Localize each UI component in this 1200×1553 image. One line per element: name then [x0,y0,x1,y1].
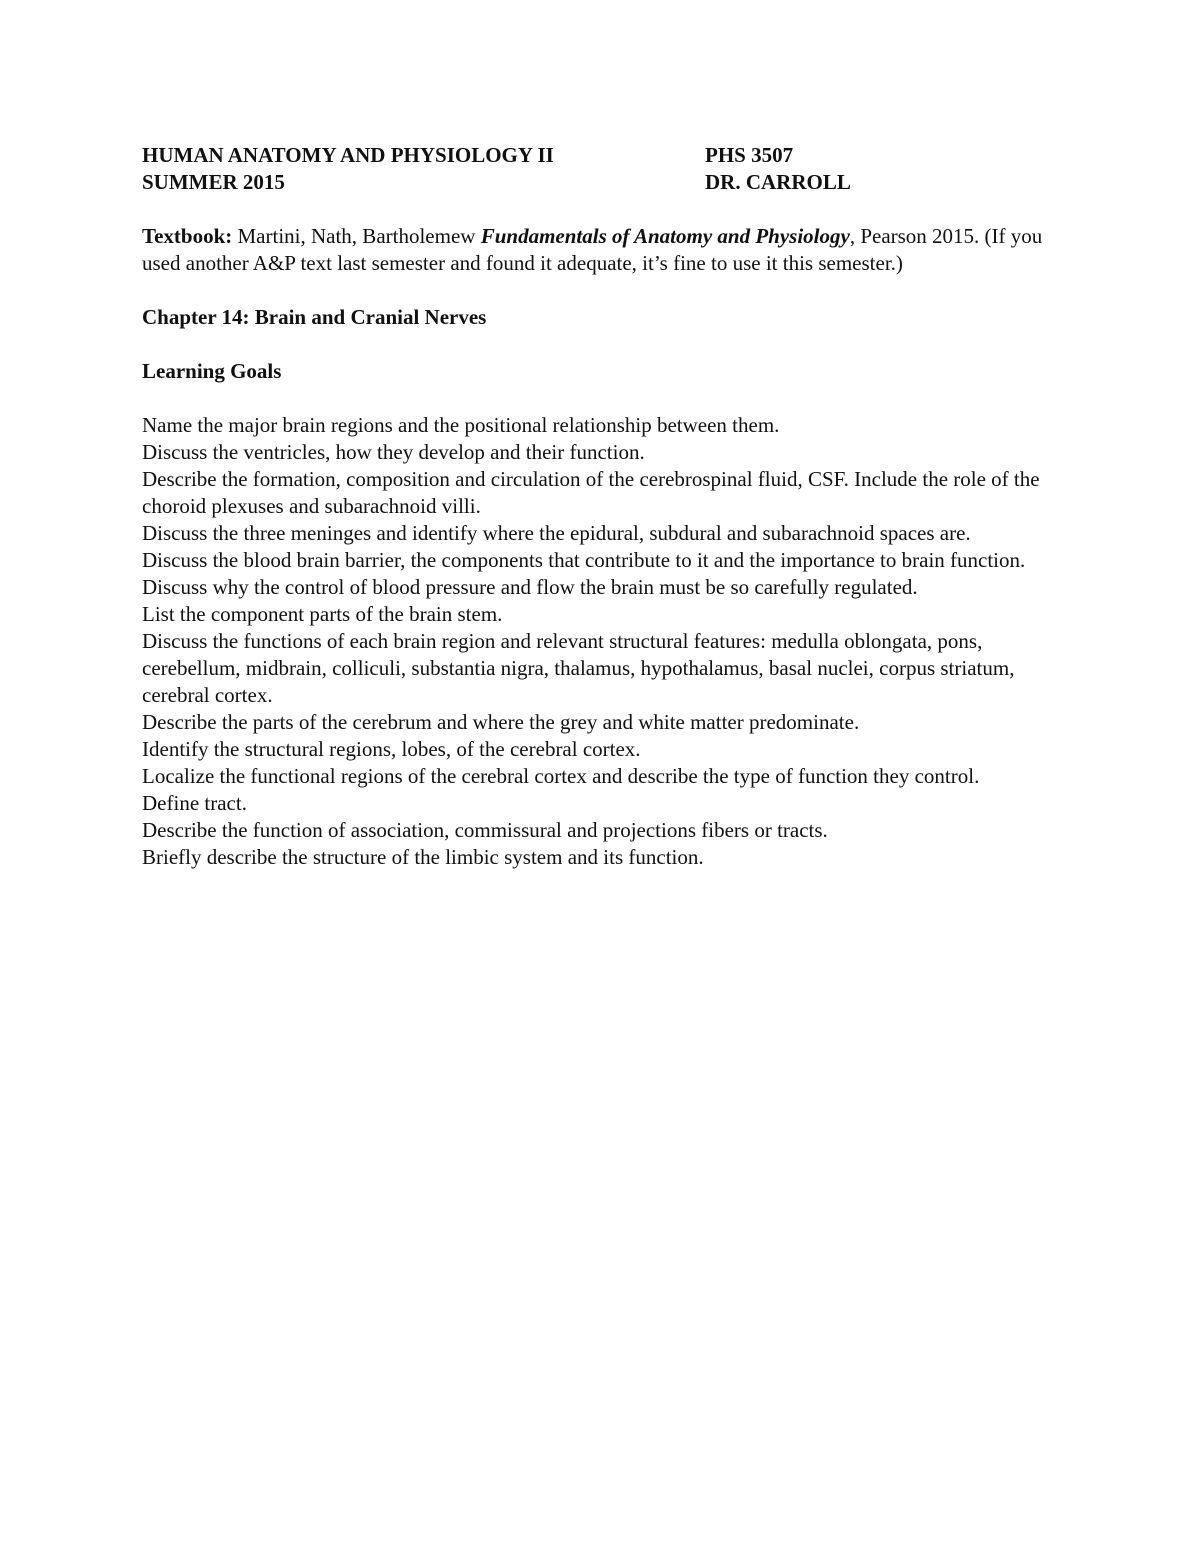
course-code: PHS 3507 [705,143,794,167]
header-row-2 [142,169,1062,196]
list-item: List the component parts of the brain stem. [142,602,503,626]
list-item: Briefly describe the structure of the limbic system and its function. [142,845,704,869]
spacer [142,385,1062,412]
textbook-title: Fundamentals of Anatomy and Physiology [480,224,850,248]
textbook-authors: Martini, Nath, Bartholemew [232,224,481,248]
term: SUMMER 2015 [142,170,285,194]
list-item: Discuss the ventricles, how they develop and their function. [142,440,645,464]
spacer [142,331,1062,358]
document-page [142,142,1062,871]
list-item: Discuss the functions of each brain region and relevant structural features: medulla oblongata, pons, cerebellum, midbrain, colliculi, substantia nigra, thalamus, hypothalamus, basal nuclei, corpus striatum, cerebral cortex. [142,629,1015,707]
list-item: Localize the functional regions of the cerebral cortex and describe the type of function they control. [142,764,980,788]
textbook-details: , Pearson 2015. (If you used another A&P text last semester and found it adequate, it’s fine to use it this semester.) [142,224,1043,275]
learning-goals-list [142,412,1062,871]
instructor: DR. CARROLL [705,170,851,194]
list-item: Discuss the blood brain barrier, the components that contribute to it and the importance to brain function. [142,548,1026,572]
list-item: Describe the formation, composition and circulation of the cerebrospinal fluid, CSF. Include the role of the choroid plexuses and subarachnoid villi. [142,467,1040,518]
list-item: Name the major brain regions and the positional relationship between them. [142,413,780,437]
spacer [142,277,1062,304]
list-item: Identify the structural regions, lobes, of the cerebral cortex. [142,737,641,761]
list-item: Describe the parts of the cerebrum and where the grey and white matter predominate. [142,710,860,734]
textbook-label: Textbook: [142,224,233,248]
list-item: Describe the function of association, commissural and projections fibers or tracts. [142,818,828,842]
chapter-heading: Chapter 14: Brain and Cranial Nerves [142,305,487,329]
course-title: HUMAN ANATOMY AND PHYSIOLOGY II [142,143,554,167]
list-item: Define tract. [142,791,247,815]
textbook-paragraph [142,223,1062,277]
learning-goals-heading: Learning Goals [142,359,282,383]
spacer [142,196,1062,223]
list-item: Discuss the three meninges and identify where the epidural, subdural and subarachnoid spaces are. [142,521,971,545]
list-item: Discuss why the control of blood pressure and flow the brain must be so carefully regulated. [142,575,918,599]
header-row-1 [142,142,1062,169]
